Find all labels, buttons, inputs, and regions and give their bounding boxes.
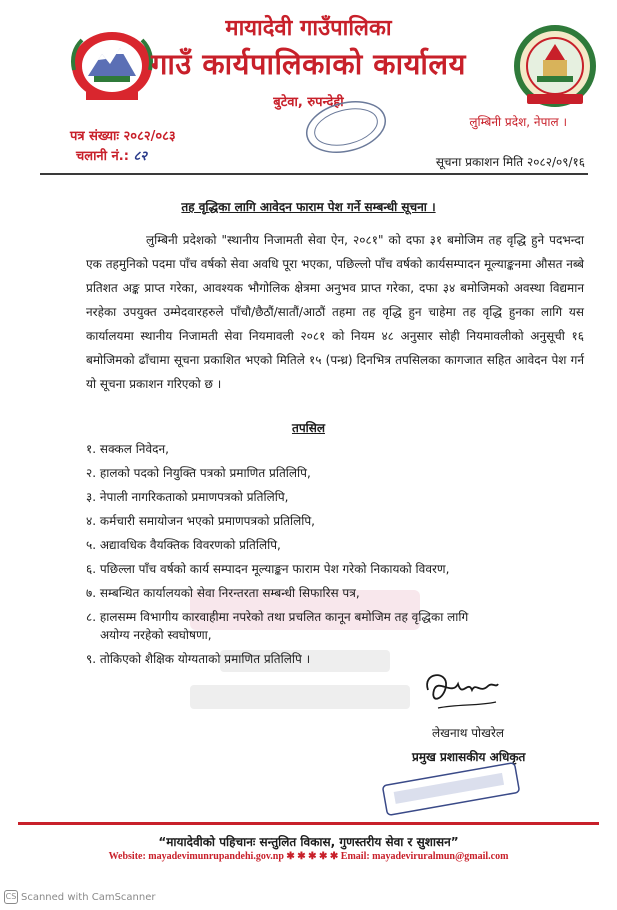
signer-title: प्रमुख प्रशासकीय अधिकृत [412,750,526,764]
office-address: बुटेवा, रुपन्देही [273,95,344,110]
official-stamp [376,760,526,820]
footer-motto: “मायादेवीको पहिचानः सन्तुलित विकास, गुणस्तरीय सेवा र सुशासन” [158,835,459,849]
list-item: ५. अद्यावधिक वैयक्तिक विवरणको प्रतिलिपि, [86,538,281,552]
footer-contact [0,851,617,862]
municipality-name: मायादेवी गाउँपालिका [225,16,392,41]
list-item: ८. हालसम्म विभागीय कारवाहीमा नपरेको तथा प्रचलित कानून बमोजिम तह वृद्धिका लागि [86,610,469,624]
tapasil-heading: तपसिल [291,421,325,435]
dispatch-stamp [300,98,392,156]
list-item: ९. तोकिएको शैक्षिक योग्यताको प्रमाणित प्रतिलिपि । [86,652,311,666]
dispatch-number [76,146,147,164]
signer-name: लेखनाथ पोखरेल [432,726,504,740]
office-name: गाउँ कार्यपालिकाको कार्यालय [151,47,466,81]
footer-email: Email: mayadeviruralmun@gmail.com [340,851,509,862]
notice-date-label: सूचना प्रकाशन मिति [435,155,524,169]
notice-body: लुम्बिनी प्रदेशको "स्थानीय निजामती सेवा ऐन, २०८१" को दफा ३१ बमोजिम तह वृद्धि हुने पदभन्दा एक तहमुनिको पदमा पाँच वर्षको सेवा अवधि पूरा भएका, पछिल्लो पाँच वर्षको कार्यसम्पादन मूल्याङ्कनमा औसत नब्बे प्रतिशत अङ्क प्राप्त गरेका, आवश्यक भौगोलिक क्षेत्रमा अनुभव प्राप्त गरेका, दफा ३४ बमोजिमको अवस्था विद्यमान नरहेका उपयुक्त उम्मेदवारहरुले पाँचौ/छैठौं/सातौं/आठौं तहमा तह वृद्धि हुन चाहेमा तह वृद्धि हुनका लागि यस कार्यालयमा स्थानीय निजामती सेवा नियमावली २०८१ को नियम ४८ अनुसार सोही नियमावलीको अनुसूची १६ बमोजिमको ढाँचामा सूचना प्रकाशित भएको मितिले १५ (पन्ध्र) दिनभित्र तपसिलका कागजात सहित आवेदन पेश गर्न यो सूचना प्रकाशन गरिएको छ । [86,233,584,391]
dispatch-number-value: ८२ [133,149,147,164]
notice-date [436,153,585,170]
handwritten-signature [418,668,502,718]
list-item: अयोग्य नरहेको स्वघोषणा, [100,628,212,642]
province-name: लुम्बिनी प्रदेश, नेपाल । [469,115,567,129]
footer-separator: ✱ ✱ ✱ ✱ ✱ [286,851,339,862]
requirements-list [0,430,617,670]
list-item: १. सक्कल निवेदन, [86,442,169,456]
notice-date-value: २०८२/०९/१६ [526,155,585,169]
notice-title: तह वृद्धिका लागि आवेदन फाराम पेश गर्ने सम्बन्धी सूचना । [181,200,436,214]
footer-website: Website: mayadevimunrupandehi.gov.np [108,851,284,862]
letter-number [70,126,176,144]
dispatch-number-label: चलानी नं.: [76,149,129,164]
list-item: ६. पछिल्ला पाँच वर्षको कार्य सम्पादन मूल्याङ्कन फाराम पेश गरेको निकायको विवरण, [86,562,450,576]
letter-number-label: पत्र संख्याः [70,129,120,144]
scanner-label: Scanned with CamScanner [21,892,156,903]
list-item: ३. नेपाली नागरिकताको प्रमाणपत्रको प्रतिलिपि, [86,490,289,504]
list-item: २. हालको पदको नियुक्ति पत्रको प्रमाणित प्रतिलिपि, [86,466,311,480]
list-item: ७. सम्बन्धित कार्यालयको सेवा निरन्तरता सम्बन्धी सिफारिस पत्र, [86,586,360,600]
footer-divider [18,822,599,825]
cs-icon: CS [4,890,18,904]
scanner-watermark [4,890,156,904]
letter-number-value: २०८२/०८३ [123,129,176,144]
header-divider [40,173,588,175]
list-item: ४. कर्मचारी समायोजन भएको प्रमाणपत्रको प्रतिलिपि, [86,514,315,528]
